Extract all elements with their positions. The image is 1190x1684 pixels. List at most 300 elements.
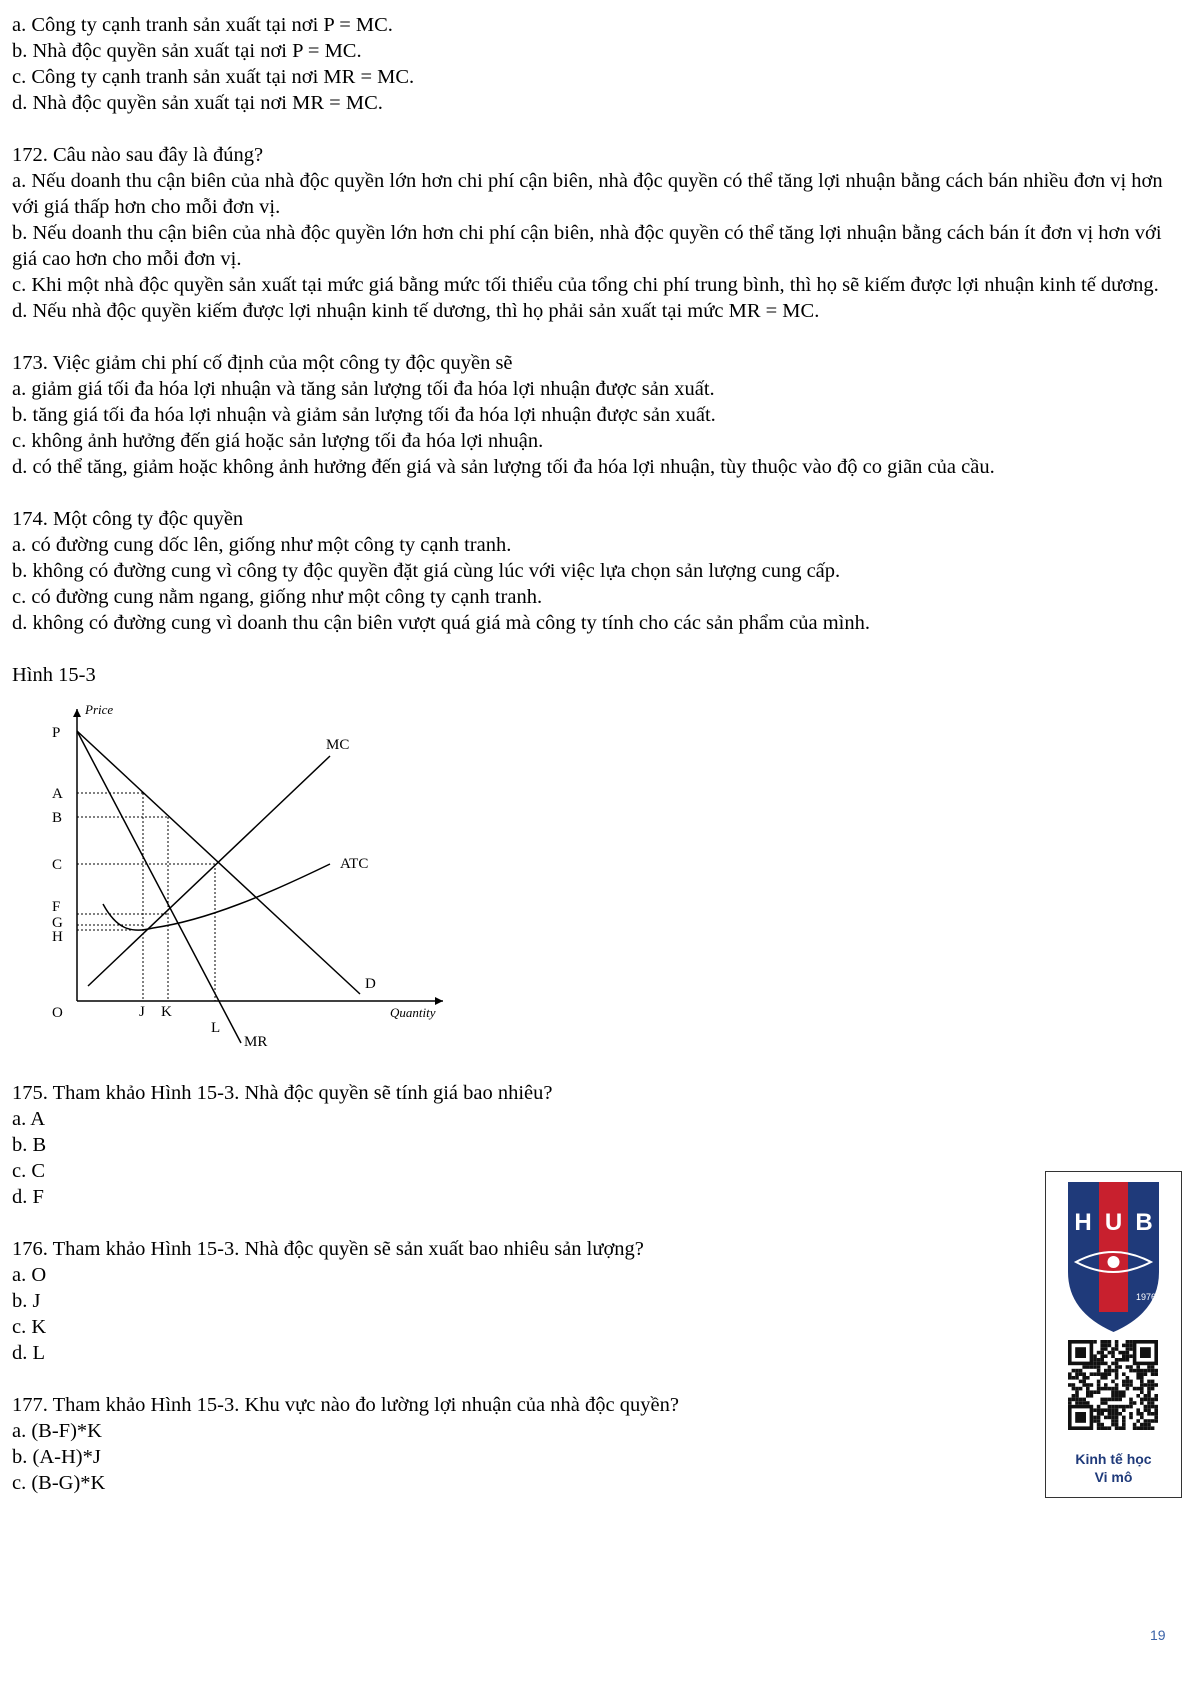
question-173 xyxy=(12,350,1177,480)
mc-label: MC xyxy=(326,737,350,753)
qr-module xyxy=(1118,1351,1122,1355)
qr-module xyxy=(1147,1412,1151,1416)
qr-module xyxy=(1100,1344,1104,1348)
qr-module xyxy=(1154,1398,1158,1402)
option: d. L xyxy=(12,1342,46,1364)
qr-module xyxy=(1118,1394,1122,1398)
qr-module xyxy=(1100,1372,1104,1376)
qr-module xyxy=(1122,1358,1126,1362)
figure-title: Hình 15-3 xyxy=(12,664,96,686)
qr-module xyxy=(1129,1354,1133,1358)
qr-module xyxy=(1122,1354,1126,1358)
qr-module xyxy=(1111,1412,1115,1416)
qr-module xyxy=(1104,1398,1108,1402)
qr-module xyxy=(1151,1401,1155,1405)
qr-module xyxy=(1118,1365,1122,1369)
question-172 xyxy=(12,142,1177,324)
qr-module xyxy=(1151,1398,1155,1402)
qr-module xyxy=(1140,1387,1144,1391)
qr-module xyxy=(1151,1426,1155,1430)
qr-module xyxy=(1126,1347,1130,1351)
qr-module xyxy=(1111,1369,1115,1373)
qr-module xyxy=(1086,1390,1090,1394)
option: b. B xyxy=(12,1134,47,1156)
option: d. có thể tăng, giảm hoặc không ảnh hưởng đến giá và sản lượng tối đa hóa lợi nhuận, tùy thuộc vào độ co giãn của cầu. xyxy=(12,456,995,478)
qr-module xyxy=(1082,1372,1086,1376)
qr-module xyxy=(1115,1372,1119,1376)
qr-module xyxy=(1082,1376,1086,1380)
qr-module xyxy=(1072,1376,1076,1380)
logo-letter-h: H xyxy=(1074,1209,1092,1236)
qr-module xyxy=(1151,1383,1155,1387)
qr-module xyxy=(1136,1394,1140,1398)
qr-module xyxy=(1079,1372,1083,1376)
qr-module xyxy=(1111,1416,1115,1420)
qr-module xyxy=(1100,1423,1104,1427)
qr-module xyxy=(1118,1358,1122,1362)
qr-module xyxy=(1129,1340,1133,1344)
qr-module xyxy=(1111,1398,1115,1402)
qr-module xyxy=(1136,1365,1140,1369)
qr-module xyxy=(1111,1387,1115,1391)
qr-module xyxy=(1147,1408,1151,1412)
qr-module xyxy=(1115,1340,1119,1344)
qr-module xyxy=(1097,1387,1101,1391)
qr-module xyxy=(1147,1383,1151,1387)
question-stem: 176. Tham khảo Hình 15-3. Nhà độc quyền sẽ sản xuất bao nhiêu sản lượng? xyxy=(12,1238,644,1260)
qr-module xyxy=(1108,1340,1112,1344)
monopoly-diagram-svg xyxy=(8,696,448,1076)
qr-module xyxy=(1129,1347,1133,1351)
qr-module xyxy=(1136,1412,1140,1416)
price-label-A: A xyxy=(52,786,63,802)
qr-module xyxy=(1129,1344,1133,1348)
qr-module xyxy=(1097,1369,1101,1373)
logo-caption-line2: Vi mô xyxy=(1094,1469,1133,1485)
qr-module xyxy=(1097,1412,1101,1416)
qr-module xyxy=(1147,1394,1151,1398)
qr-module xyxy=(1133,1401,1137,1405)
qr-module xyxy=(1090,1394,1094,1398)
option: a. Công ty cạnh tranh sản xuất tại nơi P = MC. xyxy=(12,14,393,36)
qr-module xyxy=(1154,1412,1158,1416)
qr-module xyxy=(1068,1383,1072,1387)
option: c. K xyxy=(12,1316,47,1338)
logo-letter-u: U xyxy=(1104,1209,1123,1236)
qr-module xyxy=(1079,1401,1083,1405)
option: b. tăng giá tối đa hóa lợi nhuận và giảm sản lượng tối đa hóa lợi nhuận được sản xuất. xyxy=(12,404,716,426)
qr-module xyxy=(1090,1372,1094,1376)
qr-module xyxy=(1104,1387,1108,1391)
qr-module xyxy=(1082,1401,1086,1405)
qr-module xyxy=(1082,1365,1086,1369)
monopoly-diagram xyxy=(8,696,448,1076)
qr-finder xyxy=(1075,1412,1086,1423)
qr-module xyxy=(1100,1358,1104,1362)
qr-module xyxy=(1115,1369,1119,1373)
qr-module xyxy=(1104,1426,1108,1430)
qr-module xyxy=(1108,1405,1112,1409)
logo-letter-b: B xyxy=(1135,1209,1153,1236)
qr-module xyxy=(1097,1390,1101,1394)
qr-module xyxy=(1068,1398,1072,1402)
question-177 xyxy=(12,1392,1177,1496)
qr-module xyxy=(1082,1383,1086,1387)
qr-module xyxy=(1111,1419,1115,1423)
qr-module xyxy=(1140,1426,1144,1430)
qr-module xyxy=(1136,1376,1140,1380)
qr-module xyxy=(1144,1369,1148,1373)
qr-module xyxy=(1090,1365,1094,1369)
qr-module xyxy=(1151,1365,1155,1369)
qr-module xyxy=(1115,1387,1119,1391)
qr-module xyxy=(1079,1398,1083,1402)
qr-module xyxy=(1108,1365,1112,1369)
option: c. (B-G)*K xyxy=(12,1472,106,1494)
qr-module xyxy=(1126,1405,1130,1409)
qr-module xyxy=(1079,1387,1083,1391)
qr-module xyxy=(1072,1383,1076,1387)
option: b. J xyxy=(12,1290,41,1312)
qr-module xyxy=(1115,1376,1119,1380)
qr-module xyxy=(1093,1354,1097,1358)
qr-module xyxy=(1100,1347,1104,1351)
qr-module xyxy=(1108,1387,1112,1391)
qr-module xyxy=(1136,1369,1140,1373)
shield-center-band xyxy=(1099,1182,1128,1312)
qr-module xyxy=(1093,1372,1097,1376)
qr-module xyxy=(1104,1408,1108,1412)
qr-module xyxy=(1108,1426,1112,1430)
option: d. không có đường cung vì doanh thu cận biên vượt quá giá mà công ty tính cho các sản phẩm của mình. xyxy=(12,612,871,634)
qr-module xyxy=(1079,1380,1083,1384)
qr-module xyxy=(1140,1401,1144,1405)
qr-module xyxy=(1140,1383,1144,1387)
qr-module xyxy=(1100,1340,1104,1344)
qr-module xyxy=(1129,1383,1133,1387)
qr-module xyxy=(1133,1387,1137,1391)
price-label-H: H xyxy=(52,929,63,945)
qr-module xyxy=(1115,1405,1119,1409)
qr-module xyxy=(1093,1340,1097,1344)
qr-module xyxy=(1151,1419,1155,1423)
qr-module xyxy=(1154,1405,1158,1409)
qr-module xyxy=(1133,1426,1137,1430)
qr-module xyxy=(1097,1362,1101,1366)
qr-module xyxy=(1122,1405,1126,1409)
qr-module xyxy=(1122,1383,1126,1387)
qr-module xyxy=(1122,1380,1126,1384)
y-axis-label: Price xyxy=(85,702,114,717)
option: a. Nếu doanh thu cận biên của nhà độc quyền lớn hơn chi phí cận biên, nhà độc quyền có thể tăng lợi nhuận bằng cách bán nhiều đơn vị hơn với giá thấp hơn cho mỗi đơn vị. xyxy=(12,170,1163,218)
qr-module xyxy=(1147,1398,1151,1402)
qr-module xyxy=(1104,1344,1108,1348)
qr-module xyxy=(1100,1354,1104,1358)
qr-module xyxy=(1108,1344,1112,1348)
qr-module xyxy=(1154,1372,1158,1376)
option: d. Nhà độc quyền sản xuất tại nơi MR = MC. xyxy=(12,92,383,114)
qr-module xyxy=(1115,1344,1119,1348)
qr-module xyxy=(1082,1398,1086,1402)
mc-curve xyxy=(88,756,330,986)
qr-module xyxy=(1115,1416,1119,1420)
qr-module xyxy=(1068,1401,1072,1405)
qr-module xyxy=(1147,1390,1151,1394)
qr-module xyxy=(1108,1369,1112,1373)
option: a. có đường cung dốc lên, giống như một công ty cạnh tranh. xyxy=(12,534,512,556)
qr-module xyxy=(1129,1365,1133,1369)
qr-module xyxy=(1075,1401,1079,1405)
qr-module xyxy=(1108,1372,1112,1376)
qr-module xyxy=(1100,1426,1104,1430)
qr-module xyxy=(1075,1398,1079,1402)
qr-module xyxy=(1147,1369,1151,1373)
qr-module xyxy=(1086,1387,1090,1391)
qr-module xyxy=(1097,1365,1101,1369)
qr-module xyxy=(1093,1408,1097,1412)
qr-module xyxy=(1147,1423,1151,1427)
qr-module xyxy=(1108,1398,1112,1402)
qr-module xyxy=(1147,1419,1151,1423)
option: c. Công ty cạnh tranh sản xuất tại nơi MR = MC. xyxy=(12,66,415,88)
qr-module xyxy=(1115,1398,1119,1402)
qr-module xyxy=(1129,1369,1133,1373)
qr-finder xyxy=(1140,1347,1151,1358)
qr-module xyxy=(1144,1419,1148,1423)
qr-module xyxy=(1068,1376,1072,1380)
atc-label: ATC xyxy=(340,856,369,872)
qr-module xyxy=(1097,1423,1101,1427)
qr-module xyxy=(1100,1351,1104,1355)
qr-module xyxy=(1140,1369,1144,1373)
option: b. không có đường cung vì công ty độc quyền đặt giá cùng lúc với việc lựa chọn sản lượng cung cấp. xyxy=(12,560,841,582)
qr-module xyxy=(1136,1372,1140,1376)
qr-module xyxy=(1093,1416,1097,1420)
qr-module xyxy=(1147,1387,1151,1391)
qr-module xyxy=(1115,1383,1119,1387)
qr-module xyxy=(1126,1354,1130,1358)
qr-module xyxy=(1118,1390,1122,1394)
option: a. (B-F)*K xyxy=(12,1420,102,1442)
qr-module xyxy=(1104,1362,1108,1366)
qr-module xyxy=(1075,1390,1079,1394)
option: d. Nếu nhà độc quyền kiếm được lợi nhuận kinh tế dương, thì họ phải sản xuất tại mức MR = MC. xyxy=(12,300,820,322)
qr-module xyxy=(1100,1387,1104,1391)
option: c. có đường cung nằm ngang, giống như một công ty cạnh tranh. xyxy=(12,586,543,608)
option: b. Nhà độc quyền sản xuất tại nơi P = MC. xyxy=(12,40,362,62)
qr-module xyxy=(1111,1351,1115,1355)
qr-module xyxy=(1097,1405,1101,1409)
qr-module xyxy=(1097,1383,1101,1387)
qr-module xyxy=(1093,1362,1097,1366)
qr-finder xyxy=(1075,1347,1086,1358)
qr-module xyxy=(1147,1401,1151,1405)
option: a. giảm giá tối đa hóa lợi nhuận và tăng sản lượng tối đa hóa lợi nhuận được sản xuất. xyxy=(12,378,715,400)
qr-module xyxy=(1154,1419,1158,1423)
qr-module xyxy=(1144,1394,1148,1398)
qr-module xyxy=(1104,1376,1108,1380)
qr-module xyxy=(1097,1426,1101,1430)
price-label-C: C xyxy=(52,857,63,873)
qr-module xyxy=(1147,1365,1151,1369)
qr-module xyxy=(1104,1372,1108,1376)
quantity-label-L: L xyxy=(211,1020,221,1036)
qr-module xyxy=(1144,1383,1148,1387)
qr-module xyxy=(1140,1398,1144,1402)
qr-module xyxy=(1151,1387,1155,1391)
qr-module xyxy=(1147,1426,1151,1430)
price-label-F: F xyxy=(52,899,61,915)
qr-module xyxy=(1097,1419,1101,1423)
qr-module xyxy=(1075,1369,1079,1373)
qr-module xyxy=(1072,1387,1076,1391)
option: a. O xyxy=(12,1264,47,1286)
qr-module xyxy=(1115,1419,1119,1423)
qr-module xyxy=(1097,1351,1101,1355)
qr-module xyxy=(1090,1390,1094,1394)
qr-module xyxy=(1151,1369,1155,1373)
question-174 xyxy=(12,506,1177,636)
page-number: 19 xyxy=(1150,1627,1166,1643)
question-stem: 173. Việc giảm chi phí cố định của một công ty độc quyền sẽ xyxy=(12,352,513,374)
qr-module xyxy=(1126,1365,1130,1369)
option: c. Khi một nhà độc quyền sản xuất tại mức giá bằng mức tối thiểu của tổng chi phí trung bình, thì họ sẽ kiếm được lợi nhuận kinh tế dương. xyxy=(12,274,1159,296)
qr-module xyxy=(1111,1394,1115,1398)
qr-module xyxy=(1086,1376,1090,1380)
qr-module xyxy=(1111,1347,1115,1351)
qr-module xyxy=(1118,1405,1122,1409)
quantity-label-J: J xyxy=(139,1004,145,1020)
qr-module xyxy=(1118,1412,1122,1416)
qr-module xyxy=(1100,1362,1104,1366)
option: b. Nếu doanh thu cận biên của nhà độc quyền lớn hơn chi phí cận biên, nhà độc quyền có thể tăng lợi nhuận bằng cách bán ít đơn vị hơn với giá cao hơn cho mỗi đơn vị. xyxy=(12,222,1162,270)
qr-module xyxy=(1086,1383,1090,1387)
qr-module xyxy=(1097,1358,1101,1362)
option: c. C xyxy=(12,1160,46,1182)
qr-module xyxy=(1111,1380,1115,1384)
qr-module xyxy=(1100,1412,1104,1416)
qr-module xyxy=(1115,1394,1119,1398)
qr-module xyxy=(1108,1416,1112,1420)
question-stem: 172. Câu nào sau đây là đúng? xyxy=(12,144,264,166)
logo-caption-line1: Kinh tế học xyxy=(1075,1451,1152,1467)
qr-module xyxy=(1126,1380,1130,1384)
hub-logo-panel xyxy=(1045,1171,1182,1498)
qr-module xyxy=(1122,1426,1126,1430)
qr-module xyxy=(1154,1416,1158,1420)
qr-module xyxy=(1111,1362,1115,1366)
qr-module xyxy=(1118,1426,1122,1430)
qr-module xyxy=(1075,1376,1079,1380)
qr-module xyxy=(1122,1390,1126,1394)
qr-module xyxy=(1129,1401,1133,1405)
qr-module xyxy=(1133,1369,1137,1373)
qr-module xyxy=(1151,1412,1155,1416)
qr-module xyxy=(1129,1398,1133,1402)
qr-module xyxy=(1108,1351,1112,1355)
qr-module xyxy=(1115,1358,1119,1362)
qr-module xyxy=(1126,1351,1130,1355)
qr-module xyxy=(1115,1347,1119,1351)
qr-module xyxy=(1111,1354,1115,1358)
qr-module xyxy=(1068,1372,1072,1376)
qr-module xyxy=(1093,1358,1097,1362)
qr-module xyxy=(1129,1405,1133,1409)
atc-curve xyxy=(103,864,330,930)
qr-module xyxy=(1126,1383,1130,1387)
mr-curve xyxy=(77,731,241,1043)
qr-module xyxy=(1144,1398,1148,1402)
qr-module xyxy=(1111,1408,1115,1412)
qr-module xyxy=(1108,1412,1112,1416)
qr-module xyxy=(1097,1372,1101,1376)
qr-module xyxy=(1136,1387,1140,1391)
qr-module xyxy=(1115,1426,1119,1430)
qr-module xyxy=(1115,1412,1119,1416)
qr-module xyxy=(1144,1426,1148,1430)
qr-module xyxy=(1086,1394,1090,1398)
qr-module xyxy=(1122,1351,1126,1355)
qr-module xyxy=(1093,1365,1097,1369)
price-label-P: P xyxy=(52,725,61,741)
option: c. không ảnh hưởng đến giá hoặc sản lượng tối đa hóa lợi nhuận. xyxy=(12,430,544,452)
qr-module xyxy=(1136,1419,1140,1423)
qr-module xyxy=(1122,1419,1126,1423)
qr-module xyxy=(1104,1416,1108,1420)
qr-module xyxy=(1154,1369,1158,1373)
qr-module xyxy=(1122,1372,1126,1376)
qr-module xyxy=(1126,1358,1130,1362)
qr-module xyxy=(1097,1416,1101,1420)
option: a. A xyxy=(12,1108,46,1130)
qr-module xyxy=(1122,1344,1126,1348)
document-body xyxy=(12,12,1177,1522)
qr-module xyxy=(1140,1376,1144,1380)
qr-module xyxy=(1075,1372,1079,1376)
qr-module xyxy=(1144,1372,1148,1376)
qr-module xyxy=(1140,1416,1144,1420)
qr-module xyxy=(1090,1383,1094,1387)
qr-module xyxy=(1086,1401,1090,1405)
qr-module xyxy=(1129,1380,1133,1384)
qr-module xyxy=(1100,1398,1104,1402)
qr-module xyxy=(1104,1340,1108,1344)
qr-module xyxy=(1093,1419,1097,1423)
question-171-options xyxy=(12,12,1177,116)
qr-module xyxy=(1140,1412,1144,1416)
qr-module xyxy=(1115,1362,1119,1366)
qr-module xyxy=(1097,1380,1101,1384)
qr-module xyxy=(1100,1376,1104,1380)
qr-module xyxy=(1147,1380,1151,1384)
qr-module xyxy=(1086,1365,1090,1369)
qr-module xyxy=(1140,1390,1144,1394)
qr-module xyxy=(1126,1340,1130,1344)
qr-module xyxy=(1115,1390,1119,1394)
qr-module xyxy=(1122,1394,1126,1398)
qr-module xyxy=(1075,1387,1079,1391)
shield-emblem-dot xyxy=(1108,1256,1120,1268)
qr-module xyxy=(1122,1408,1126,1412)
qr-module xyxy=(1140,1380,1144,1384)
quantity-label-K: K xyxy=(161,1004,172,1020)
qr-module xyxy=(1115,1408,1119,1412)
hub-logo-graphic xyxy=(1046,1172,1181,1497)
qr-module xyxy=(1104,1354,1108,1358)
qr-module xyxy=(1072,1369,1076,1373)
qr-module xyxy=(1111,1390,1115,1394)
qr-module xyxy=(1082,1380,1086,1384)
